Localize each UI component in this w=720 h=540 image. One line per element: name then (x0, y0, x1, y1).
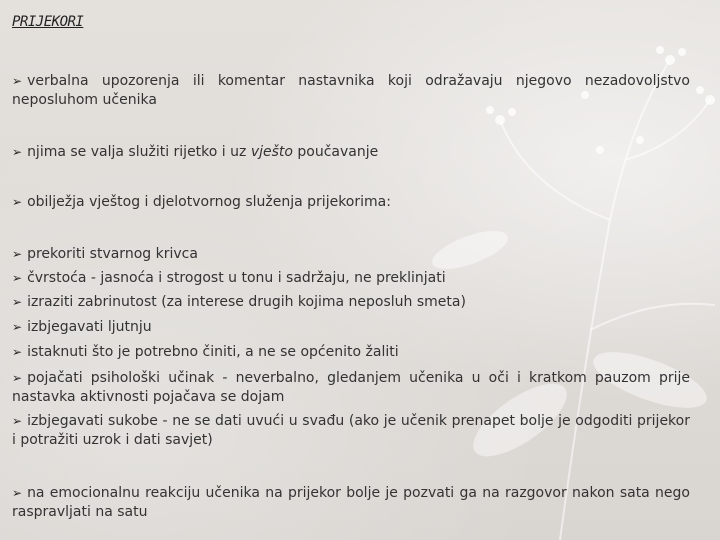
bullet-arrow-icon: ➢ (12, 414, 23, 428)
item-text: prekoriti stvarnog krivca (27, 246, 198, 262)
bullet-arrow-icon: ➢ (12, 74, 23, 88)
list-item (12, 318, 690, 337)
list-item (12, 412, 690, 450)
list-item (12, 269, 690, 288)
item-text: izbjegavati sukobe - ne se dati uvući u svađu (ako je učenik prenapet bolje je odgoditi prijekor i potražiti uzrok i dati savjet) (12, 413, 690, 448)
list-item (12, 484, 690, 522)
bullet-arrow-icon: ➢ (12, 145, 23, 159)
item-text-tail: poučavanje (297, 144, 379, 160)
list-item (12, 369, 690, 407)
item-text-italic: vješto (250, 144, 293, 160)
item-text: verbalna upozorenja ili komentar nastavnika koji odražavaju njegovo nezadovoljstvo neposluhom učenika (12, 73, 690, 108)
bullet-arrow-icon: ➢ (12, 271, 23, 285)
list-item (12, 193, 690, 212)
bullet-arrow-icon: ➢ (12, 371, 23, 385)
item-text: njima se valja služiti rijetko i uz (27, 144, 247, 160)
item-text: pojačati psihološki učinak - neverbalno, gledanjem učenika u oči i kratkom pauzom prije nastavka aktivnosti pojačava se dojam (12, 370, 690, 405)
list-item (12, 293, 690, 312)
list-item (12, 72, 690, 110)
list-item (12, 343, 690, 362)
bullet-arrow-icon: ➢ (12, 295, 23, 309)
item-text: izbjegavati ljutnju (27, 319, 152, 335)
bullet-arrow-icon: ➢ (12, 195, 23, 209)
item-text: izraziti zabrinutost (za interese drugih kojima neposluh smeta) (27, 294, 466, 310)
bullet-arrow-icon: ➢ (12, 247, 23, 261)
bullet-arrow-icon: ➢ (12, 345, 23, 359)
list-item (12, 143, 690, 162)
page-title: PRIJEKORI (12, 14, 84, 30)
item-text: čvrstoća - jasnoća i strogost u tonu i sadržaju, ne preklinjati (27, 270, 446, 286)
item-text: na emocionalnu reakciju učenika na prijekor bolje je pozvati ga na razgovor nakon sata nego raspravljati na satu (12, 485, 690, 520)
list-item (12, 245, 690, 264)
bullet-arrow-icon: ➢ (12, 486, 23, 500)
bullet-arrow-icon: ➢ (12, 320, 23, 334)
item-text: obilježja vještog i djelotvornog služenja prijekorima: (27, 194, 391, 210)
item-text: istaknuti što je potrebno činiti, a ne se općenito žaliti (27, 344, 399, 360)
